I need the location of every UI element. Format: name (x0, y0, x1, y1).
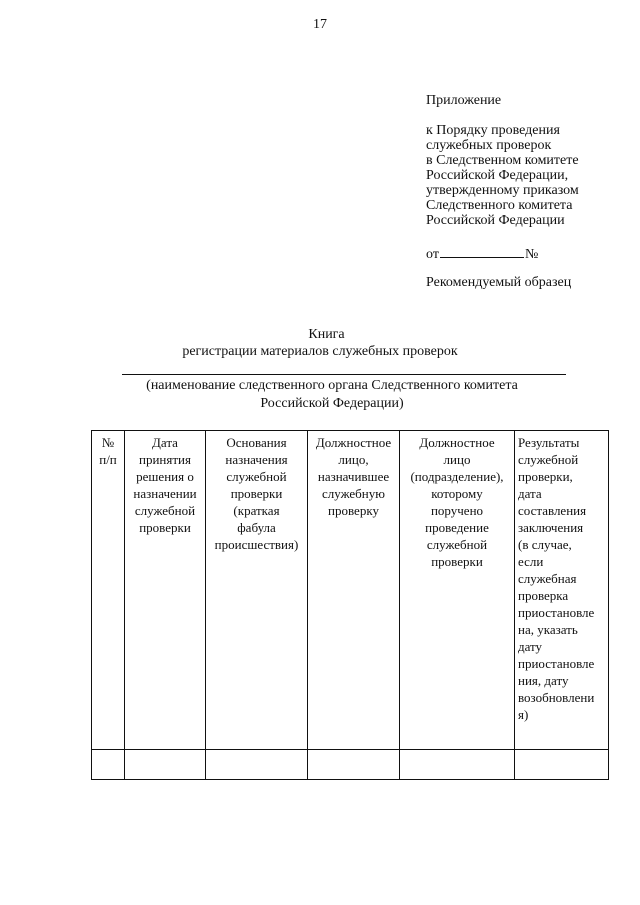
appendix-title: Приложение (426, 93, 502, 108)
header-cell-number: № п/п (92, 431, 125, 750)
table-cell (206, 750, 308, 780)
appendix-line: к Порядку проведения (426, 123, 560, 138)
header-cell-assigned-official: Должностное лицо (подразделение), которому поручено проведение служебной проверки (400, 431, 515, 750)
appendix-line: Российской Федерации (426, 213, 565, 228)
date-blank-line (440, 246, 524, 258)
organ-name-caption (122, 377, 542, 413)
table-cell (400, 750, 515, 780)
table-cell (125, 750, 206, 780)
page-number: 17 (313, 17, 327, 32)
book-title: Книга (308, 327, 345, 342)
register-table (91, 430, 609, 780)
date-prefix: от (426, 247, 439, 262)
organ-caption-line: (наименование следственного органа Следственного комитета (146, 378, 518, 393)
header-cell-date: Дата принятия решения о назначении служебной проверки (125, 431, 206, 750)
number-sign: № (524, 247, 539, 262)
appendix-block (426, 93, 616, 262)
appendix-line: Следственного комитета (426, 198, 573, 213)
table-cell (515, 750, 609, 780)
organ-name-fill-line (122, 374, 566, 375)
date-number-line (426, 246, 616, 262)
header-cell-results: Результаты служебной проверки, дата составления заключения (в случае, если служебная проверка приостановле на, указать дату приостановле ния, дату возобновлени я) (515, 431, 609, 750)
appendix-line: Российской Федерации, (426, 168, 569, 183)
table-row (92, 750, 609, 780)
sample-label: Рекомендуемый образец (426, 275, 572, 290)
book-subtitle: регистрации материалов служебных проверок (182, 344, 458, 359)
appendix-line: служебных проверок (426, 138, 552, 153)
table-header-row (92, 431, 609, 750)
appendix-line: в Следственном комитете (426, 153, 579, 168)
header-cell-appointing-official: Должностное лицо, назначившее служебную проверку (308, 431, 400, 750)
book-heading (0, 326, 640, 360)
table-cell (92, 750, 125, 780)
organ-caption-line: Российской Федерации) (260, 396, 404, 411)
table-cell (308, 750, 400, 780)
appendix-line: утвержденному приказом (426, 183, 579, 198)
header-cell-grounds: Основания назначения служебной проверки (краткая фабула происшествия) (206, 431, 308, 750)
